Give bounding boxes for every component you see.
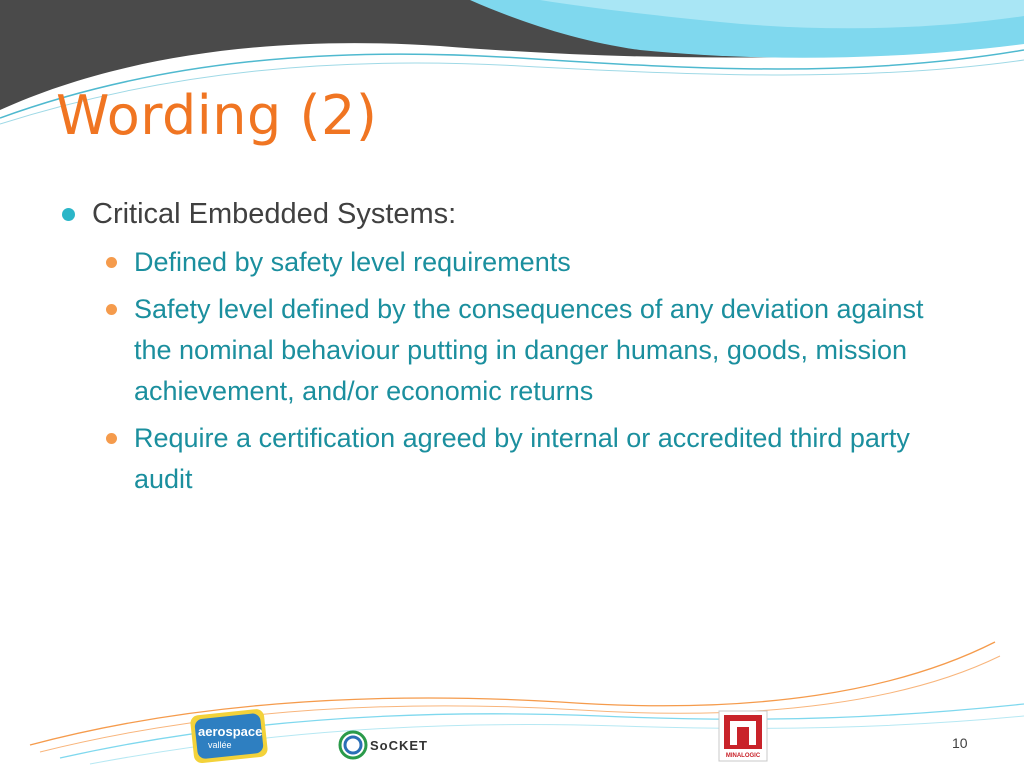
minalogic-logo-text: MINALOGIC: [725, 753, 761, 759]
sub-bullet-safety-level-defined: [102, 289, 962, 412]
sub-bullet-dot-icon: [106, 433, 117, 444]
footer-orange-line-1: [30, 642, 995, 745]
sub-bullet-list: [62, 242, 962, 500]
bullet-text: Critical Embedded Systems:: [92, 198, 457, 230]
sub-bullet-text: Require a certification agreed by internal or accredited third party audit: [134, 423, 910, 494]
minalogic-logo: [718, 710, 768, 762]
slide-content: [62, 196, 962, 506]
sub-bullet-require-certification: [102, 418, 962, 500]
sub-bullet-defined-by-safety: [102, 242, 962, 283]
sub-bullet-dot-icon: [106, 257, 117, 268]
aerospace-valley-logo: [190, 708, 270, 764]
bullet-dot-icon: [62, 208, 75, 221]
footer-orange-line-2: [40, 656, 1000, 752]
sub-bullet-text: Safety level defined by the consequences of any deviation against the nominal behaviour putting in danger humans, goods, mission achievement, and/or economic returns: [134, 294, 924, 406]
aerospace-logo-subtext: vallée: [208, 740, 232, 750]
socket-logo-text: SoCKET: [370, 738, 428, 753]
socket-logo: [338, 728, 442, 762]
bullet-critical-embedded-systems: [62, 196, 962, 232]
sub-bullet-text: Defined by safety level requirements: [134, 247, 571, 277]
aerospace-logo-text: aerospace: [198, 724, 263, 739]
slide-title: Wording (2): [56, 84, 378, 147]
page-number: 10: [952, 735, 968, 751]
sub-bullet-dot-icon: [106, 304, 117, 315]
